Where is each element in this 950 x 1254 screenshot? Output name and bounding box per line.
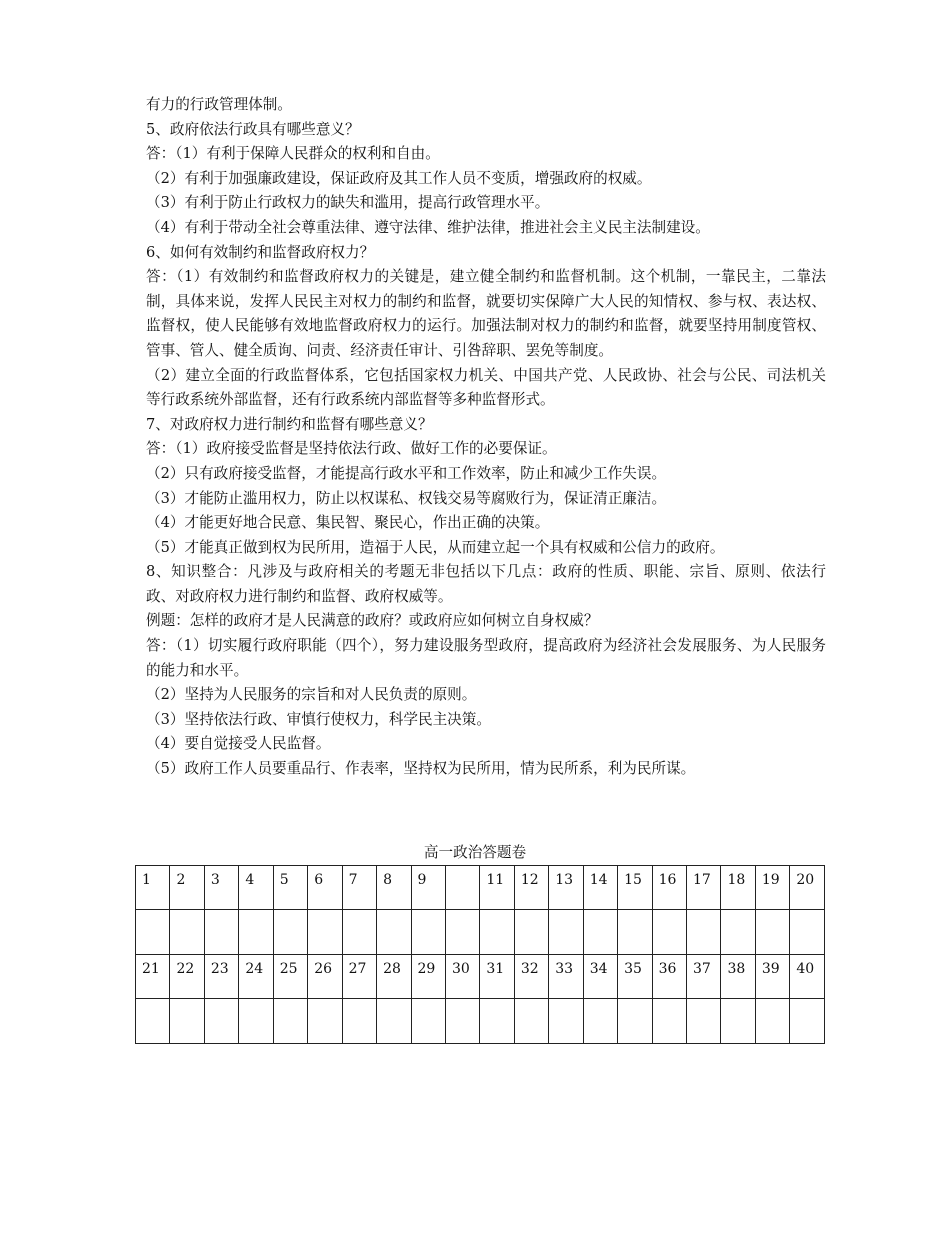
answer-cell[interactable] bbox=[514, 910, 548, 955]
question-number-cell: 25 bbox=[273, 955, 307, 999]
answer-cell[interactable] bbox=[308, 999, 342, 1044]
paragraph: （3）有利于防止行政权力的缺失和滥用，提高行政管理水平。 bbox=[146, 194, 550, 212]
paragraph: （5）政府工作人员要重品行、作表率，坚持权为民所用，情为民所系，利为民所谋。 bbox=[146, 760, 696, 778]
answer-cell[interactable] bbox=[411, 999, 445, 1044]
question-number-row bbox=[136, 955, 825, 999]
answer-cell[interactable] bbox=[204, 999, 238, 1044]
answer-cell[interactable] bbox=[239, 910, 273, 955]
answer-cell[interactable] bbox=[377, 910, 411, 955]
question-number-cell: 5 bbox=[273, 866, 307, 910]
answer-cell[interactable] bbox=[273, 910, 307, 955]
answer-cell[interactable] bbox=[342, 999, 376, 1044]
paragraph: 答：（1）政府接受监督是坚持依法行政、做好工作的必要保证。 bbox=[146, 440, 557, 458]
question-number-cell: 19 bbox=[755, 866, 789, 910]
example-question: 例题：怎样的政府才是人民满意的政府？或政府应如何树立自身权威？ bbox=[146, 612, 599, 630]
answer-row bbox=[136, 999, 825, 1044]
question-number-cell: 34 bbox=[583, 955, 617, 999]
answer-cell[interactable] bbox=[549, 910, 583, 955]
paragraph: （4）要自觉接受人民监督。 bbox=[146, 735, 331, 753]
question-number-cell: 11 bbox=[480, 866, 514, 910]
question-number-cell: 31 bbox=[480, 955, 514, 999]
question-number-cell: 2 bbox=[170, 866, 204, 910]
question-number-cell: 9 bbox=[411, 866, 445, 910]
paragraph: 答：（1）切实履行政府职能（四个），努力建设服务型政府，提高政府为经济社会发展服务、为人民服务的能力和水平。 bbox=[146, 637, 826, 679]
answer-cell[interactable] bbox=[273, 999, 307, 1044]
question-number-cell: 36 bbox=[652, 955, 686, 999]
answer-cell[interactable] bbox=[721, 910, 755, 955]
document-body bbox=[146, 93, 826, 782]
answer-cell[interactable] bbox=[411, 910, 445, 955]
question-number-cell: 14 bbox=[583, 866, 617, 910]
question-number-cell: 17 bbox=[687, 866, 721, 910]
answer-cell[interactable] bbox=[652, 910, 686, 955]
paragraph: 有力的行政管理体制。 bbox=[146, 96, 292, 113]
answer-cell[interactable] bbox=[136, 999, 170, 1044]
answer-cell[interactable] bbox=[308, 910, 342, 955]
answer-cell[interactable] bbox=[721, 999, 755, 1044]
question-number-cell bbox=[445, 866, 479, 910]
paragraph: （3）才能防止滥用权力，防止以权谋私、权钱交易等腐败行为，保证清正廉洁。 bbox=[146, 489, 667, 507]
question-number-cell: 22 bbox=[170, 955, 204, 999]
answer-cell[interactable] bbox=[583, 999, 617, 1044]
answer-cell[interactable] bbox=[755, 999, 789, 1044]
answer-cell[interactable] bbox=[652, 999, 686, 1044]
question-number-cell: 8 bbox=[377, 866, 411, 910]
question-number-cell: 30 bbox=[445, 955, 479, 999]
paragraph: 答：（1）有效制约和监督政府权力的关键是，建立健全制约和监督机制。这个机制，一靠民主，二靠法制，具体来说，发挥人民民主对权力的制约和监督，就要切实保障广大人民的知情权、参与权、表达权、监督权，使人民能够有效地监督政府权力的运行。加强法制对权力的制约和监督，就要坚持用制度管权、管事、管人、健全质询、问责、经济责任审计、引咎辞职、罢免等制度。 bbox=[146, 268, 826, 359]
question-heading: 6、如何有效制约和监督政府权力？ bbox=[146, 243, 375, 261]
answer-cell[interactable] bbox=[618, 999, 652, 1044]
question-number-cell: 26 bbox=[308, 955, 342, 999]
answer-cell[interactable] bbox=[445, 999, 479, 1044]
question-number-cell: 15 bbox=[618, 866, 652, 910]
question-number-cell: 20 bbox=[790, 866, 825, 910]
answer-sheet-table bbox=[135, 865, 825, 1044]
question-number-cell: 40 bbox=[790, 955, 825, 999]
question-heading: 8、知识整合：凡涉及与政府相关的考题无非包括以下几点：政府的性质、职能、宗旨、原则、依法行政、对政府权力进行制约和监督、政府权威等。 bbox=[146, 563, 826, 605]
paragraph: （4）才能更好地合民意、集民智、聚民心，作出正确的决策。 bbox=[146, 514, 550, 532]
question-number-cell: 24 bbox=[239, 955, 273, 999]
answer-cell[interactable] bbox=[755, 910, 789, 955]
question-number-cell: 1 bbox=[136, 866, 170, 910]
answer-cell[interactable] bbox=[687, 910, 721, 955]
question-number-cell: 33 bbox=[549, 955, 583, 999]
question-number-cell: 32 bbox=[514, 955, 548, 999]
question-heading: 5、政府依法行政具有哪些意义？ bbox=[146, 120, 360, 138]
question-number-cell: 35 bbox=[618, 955, 652, 999]
question-number-cell: 4 bbox=[239, 866, 273, 910]
paragraph: （2）只有政府接受监督，才能提高行政水平和工作效率，防止和减少工作失误。 bbox=[146, 464, 667, 482]
answer-cell[interactable] bbox=[687, 999, 721, 1044]
question-number-cell: 27 bbox=[342, 955, 376, 999]
question-number-cell: 39 bbox=[755, 955, 789, 999]
answer-row bbox=[136, 910, 825, 955]
answer-cell[interactable] bbox=[170, 910, 204, 955]
answer-cell[interactable] bbox=[618, 910, 652, 955]
question-heading: 7、对政府权力进行制约和监督有哪些意义？ bbox=[146, 415, 433, 433]
question-number-cell: 7 bbox=[342, 866, 376, 910]
question-number-cell: 13 bbox=[549, 866, 583, 910]
question-number-cell: 6 bbox=[308, 866, 342, 910]
paragraph: （2）坚持为人民服务的宗旨和对人民负责的原则。 bbox=[146, 686, 477, 704]
answer-cell[interactable] bbox=[170, 999, 204, 1044]
answer-cell[interactable] bbox=[514, 999, 548, 1044]
answer-cell[interactable] bbox=[480, 910, 514, 955]
question-number-cell: 37 bbox=[687, 955, 721, 999]
question-number-cell: 23 bbox=[204, 955, 238, 999]
answer-cell[interactable] bbox=[583, 910, 617, 955]
question-number-cell: 3 bbox=[204, 866, 238, 910]
question-number-cell: 12 bbox=[514, 866, 548, 910]
question-number-cell: 18 bbox=[721, 866, 755, 910]
answer-cell[interactable] bbox=[239, 999, 273, 1044]
answer-cell[interactable] bbox=[136, 910, 170, 955]
paragraph: （3）坚持依法行政、审慎行使权力，科学民主决策。 bbox=[146, 710, 491, 728]
paragraph: 答：（1）有利于保障人民群众的权利和自由。 bbox=[146, 145, 440, 163]
answer-cell[interactable] bbox=[204, 910, 238, 955]
answer-cell[interactable] bbox=[445, 910, 479, 955]
answer-cell[interactable] bbox=[342, 910, 376, 955]
answer-cell[interactable] bbox=[377, 999, 411, 1044]
question-number-row bbox=[136, 866, 825, 910]
paragraph: （5）才能真正做到权为民所用，造福于人民，从而建立起一个具有权威和公信力的政府。 bbox=[146, 538, 725, 556]
question-number-cell: 38 bbox=[721, 955, 755, 999]
answer-cell[interactable] bbox=[790, 999, 825, 1044]
answer-cell[interactable] bbox=[480, 999, 514, 1044]
question-number-cell: 29 bbox=[411, 955, 445, 999]
question-number-cell: 28 bbox=[377, 955, 411, 999]
paragraph: （2）有利于加强廉政建设，保证政府及其工作人员不变质，增强政府的权威。 bbox=[146, 169, 652, 187]
answer-cell[interactable] bbox=[549, 999, 583, 1044]
answer-sheet-title: 高一政治答题卷 bbox=[423, 844, 527, 861]
answer-cell[interactable] bbox=[790, 910, 825, 955]
paragraph: （4）有利于带动全社会尊重法律、遵守法律、维护法律，推进社会主义民主法制建设。 bbox=[146, 218, 710, 236]
paragraph: （2）建立全面的行政监督体系，它包括国家权力机关、中国共产党、人民政协、社会与公民、司法机关等行政系统外部监督，还有行政系统内部监督等多种监督形式。 bbox=[146, 366, 826, 409]
question-number-cell: 16 bbox=[652, 866, 686, 910]
question-number-cell: 21 bbox=[136, 955, 170, 999]
